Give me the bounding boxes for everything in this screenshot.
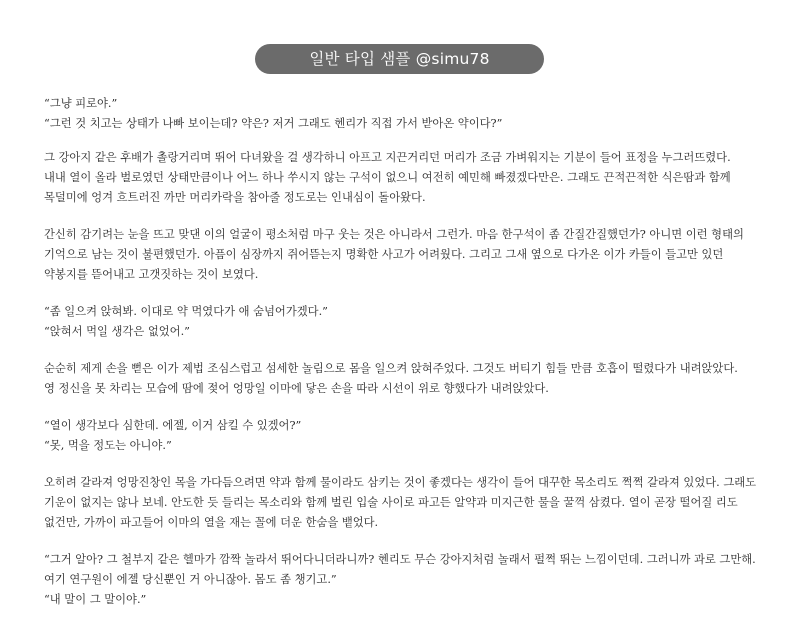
text-line: 영 정신을 못 차리는 모습에 땀에 젖어 엉망일 이마에 닿은 손을 따라 시선이 위로 향했다가 내려앉았다.	[44, 382, 549, 395]
dialogue-block-3	[44, 416, 764, 456]
text-line: “앉혀서 먹일 생각은 없었어.”	[44, 325, 190, 338]
text-line: 여기 연구원이 에젤 당신뿐인 거 아니잖아. 몸도 좀 챙기고.”	[44, 573, 337, 586]
narration-paragraph-4	[44, 473, 764, 533]
text-line: “그거 알아? 그 철부지 같은 헬마가 깜짝 놀라서 뛰어다니더라니까? 헨리도 무슨 강아지처럼 놀래서 펄쩍 뛰는 느낌이던데. 그러니까 과로 그만해.	[44, 553, 756, 566]
text-line: 목덜미에 엉겨 흐트러진 까만 머리카락을 참아줄 정도로는 인내심이 돌아왔다.	[44, 191, 426, 204]
page-title: 일반 타입 샘플 @simu78	[309, 50, 490, 68]
text-line: “좀 일으켜 앉혀봐. 이대로 약 먹였다가 애 숨넘어가겠다.”	[44, 305, 328, 318]
text-line: “내 말이 그 말이야.”	[44, 593, 147, 606]
text-line: “못, 먹을 정도는 아니야.”	[44, 439, 172, 452]
text-line: 순순히 제게 손을 뻗은 이가 제법 조심스럽고 섬세한 놀림으로 몸을 일으켜 앉혀주었다. 그것도 버티기 힘들 만큼 호흡이 떨렸다가 내려앉았다.	[44, 362, 738, 375]
text-line: 없건만, 가까이 파고들어 이마의 열을 재는 꼴에 더운 한숨을 뱉었다.	[44, 516, 379, 529]
narration-paragraph-3	[44, 359, 764, 399]
document-body	[44, 94, 764, 624]
dialogue-block-2	[44, 302, 764, 342]
dialogue-block-4	[44, 550, 764, 610]
narration-paragraph-2	[44, 225, 764, 285]
text-line: 내내 열이 올라 벌로였던 상태만큼이나 어느 하나 쑤시지 않는 구석이 없으니 여전히 예민해 빠졌겠다만은. 그래도 끈적끈적한 식은땀과 함께	[44, 171, 731, 184]
text-line: 오히려 갈라져 엉망진창인 목을 가다듬으려면 약과 함께 물이라도 삼키는 것이 좋겠다는 생각이 들어 대꾸한 목소리도 쩍쩍 갈라져 있었다. 그래도	[44, 476, 757, 489]
narration-paragraph-1	[44, 148, 764, 208]
text-line: 그 강아지 같은 후배가 촐랑거리며 뛰어 다녀왔을 걸 생각하니 아프고 지끈거리던 머리가 조금 가벼워지는 기분이 들어 표정을 누그러뜨렸다.	[44, 151, 731, 164]
dialogue-block-1	[44, 94, 764, 134]
text-line: “그런 것 치고는 상태가 나빠 보이는데? 약은? 저거 그래도 헨리가 직접 가서 받아온 약이다?”	[44, 117, 503, 130]
title-banner	[255, 44, 544, 74]
text-line: 간신히 감기려는 눈을 뜨고 맞댄 이의 얼굴이 평소처럼 마구 웃는 것은 아니라서 그런가. 마음 한구석이 좀 간질간질했던가? 아니면 이런 형태의	[44, 228, 744, 241]
text-line: “열이 생각보다 심한데. 에젤, 이거 삼킬 수 있겠어?”	[44, 419, 302, 432]
text-line: 기억으로 남는 것이 불편했던가. 아픔이 심장까지 쥐어뜯는지 명확한 사고가 어려웠다. 그리고 그새 옆으로 다가온 이가 카들이 들고만 있던	[44, 248, 724, 261]
text-line: 기운이 없지는 않나 보네. 안도한 듯 들리는 목소리와 함께 벌린 입술 사이로 파고든 알약과 미지근한 물을 꿀꺽 삼켰다. 열이 곧장 떨어질 리도	[44, 496, 738, 509]
text-line: “그냥 피로야.”	[44, 97, 118, 110]
text-line: 약봉지를 뜯어내고 고갯짓하는 것이 보였다.	[44, 268, 259, 281]
